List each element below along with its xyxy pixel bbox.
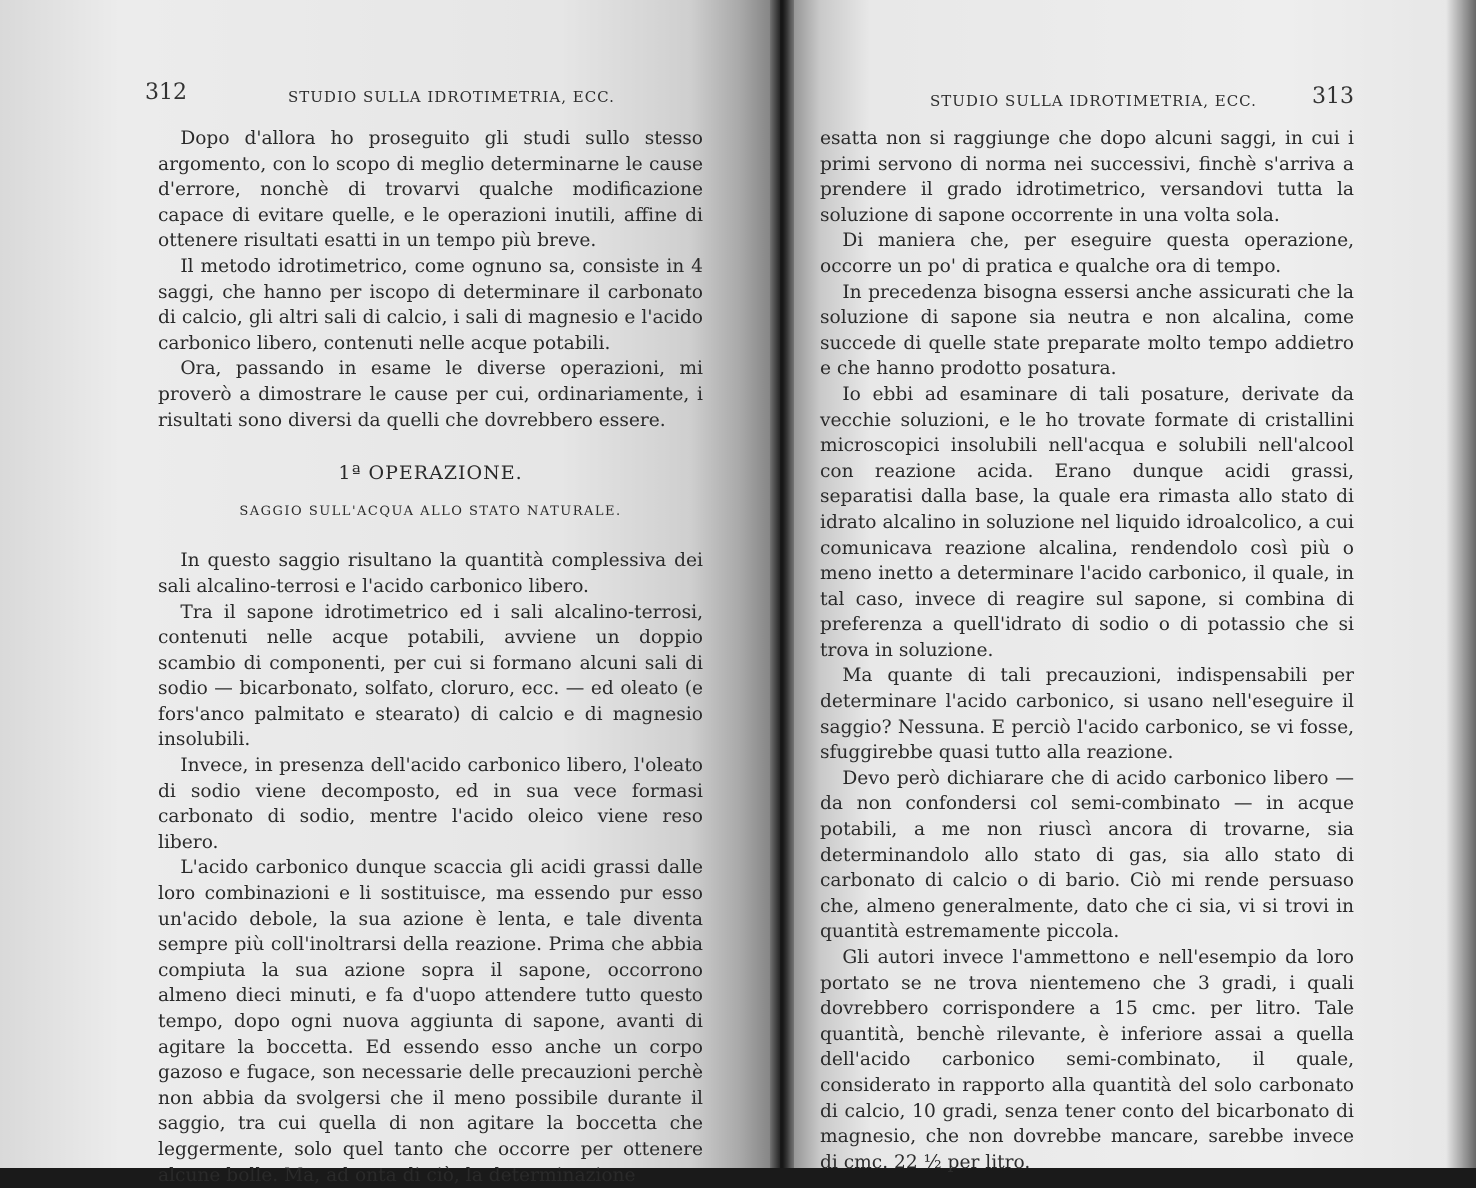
section-subheading: SAGGIO SULL'ACQUA ALLO STATO NATURALE.: [239, 503, 622, 519]
paragraph: Gli autori invece l'ammettono e nell'esempio da loro portato se ne trova nientemeno che 3 gradi, i quali dovrebbero corrispondere a 15 cmc. per litro. Tale quantità, benchè rilevante, è inferiore assai a quella dell'acido carbonico semi-combinato, il quale, considerato in rapporto alla quantità del solo carbonato di calcio, 10 gradi, senza tener conto del bicarbonato di magnesio, che non dovrebbe mancare, sarebbe invece di cmc. 22 ½ per litro.: [820, 947, 1354, 1173]
page-number-left: 312: [145, 80, 187, 105]
paragraph: Tra il sapone idrotimetrico ed i sali alcalino-terrosi, contenuti nelle acque potabili, avviene un doppio scambio di componenti, per cui si formano alcuni sali di sodio — bicarbonato, solfato, cloruro, ecc. — ed oleato (e fors'anco palmitato e stearato) di calcio e di magnesio insolubili.: [158, 601, 703, 751]
paragraph: In questo saggio risultano la quantità complessiva dei sali alcalino-terrosi e l'acido carbonico libero.: [158, 550, 703, 597]
paragraph: Invece, in presenza dell'acido carbonico libero, l'oleato di sodio viene decomposto, ed in sua vece formasi carbonato di sodio, mentre l'acido oleico viene reso libero.: [158, 755, 703, 853]
left-page-body: [158, 126, 703, 1188]
page-number-right: 313: [1312, 84, 1354, 109]
paragraph: Dopo d'allora ho proseguito gli studi sullo stesso argomento, con lo scopo di meglio determinarne le cause d'errore, nonchè di trovarvi qualche modificazione capace di evitare quelle, e le operazioni inutili, affine di ottenere risultati esatti in un tempo più breve.: [158, 128, 703, 252]
running-header-left: STUDIO SULLA IDROTIMETRIA, ECC.: [288, 88, 615, 106]
right-page: [780, 0, 1476, 1173]
section-heading: 1ª OPERAZIONE.: [338, 462, 523, 485]
paragraph: Devo però dichiarare che di acido carbonico libero — da non confondersi col semi-combinato — in acque potabili, a me non riuscì ancora di trovarne, sia determinandolo allo stato di gas, sia allo stato di carbonato di calcio o di bario. Ciò mi rende persuaso che, almeno generalmente, dato che ci sia, vi si trovi in quantità estremamente piccola.: [820, 767, 1354, 943]
paragraph: L'acido carbonico dunque scaccia gli acidi grassi dalle loro combinazioni e li sostituisce, ma essendo pur esso un'acido debole, la sua azione è lenta, e tale diventa sempre più coll'inoltrarsi della reazione. Prima che abbia compiuta la sua azione sopra il sapone, occorrono almeno dieci minuti, e fa d'uopo attendere tutto questo tempo, dopo ogni nuova aggiunta di sapone, avanti di agitare la boccetta. Ed essendo esso anche un corpo gazoso e fugace, son necessarie delle precauzioni perchè non abbia da svolgersi che il meno possibile durante il saggio, tra cui quella di non agitare la boccetta che leggermente, solo quel tanto che occorre per ottenere alcune bolle. Ma, ad onta di ciò, la determinazione: [158, 857, 703, 1186]
book-gutter: [770, 0, 794, 1168]
paragraph: Io ebbi ad esaminare di tali posature, derivate da vecchie soluzioni, e le ho trovate formate di cristallini microscopici insolubili nell'acqua e solubili nell'alcool con reazione acida. Erano dunque acidi grassi, separatisi dalla base, la quale era rimasta allo stato di idrato alcalino in soluzione nel liquido idroalcolico, a cui comunicava reazione alcalina, rendendolo così più o meno inetto a determinare l'acido carbonico, il quale, in tal caso, invece di reagire sul sapone, si combina di preferenza a quell'idrato di sodio o di potassio che si trova in soluzione.: [820, 383, 1354, 661]
paragraph: Ma quante di tali precauzioni, indispensabili per determinare l'acido carbonico, si usano nell'eseguire il saggio? Nessuna. E perciò l'acido carbonico, se vi fosse, sfuggirebbe quasi tutto alla reazione.: [820, 665, 1354, 764]
paragraph: Ora, passando in esame le diverse operazioni, mi proverò a dimostrare le cause per cui, ordinariamente, i risultati sono diversi da quelli che dovrebbero essere.: [158, 358, 703, 431]
paragraph: esatta non si raggiunge che dopo alcuni saggi, in cui i primi servono di norma nei successivi, finchè s'arriva a prendere il grado idrotimetrico, versandovi tutta la soluzione di sapone occorrente in una volta sola.: [820, 128, 1354, 226]
paragraph: Il metodo idrotimetrico, come ognuno sa, consiste in 4 saggi, che hanno per iscopo di determinare il carbonato di calcio, gli altri sali di calcio, i sali di magnesio e l'acido carbonico libero, contenuti nelle acque potabili.: [158, 255, 703, 354]
page-edge-shadow: [1446, 0, 1476, 1168]
running-header-right: STUDIO SULLA IDROTIMETRIA, ECC.: [930, 92, 1257, 110]
paragraph: Di maniera che, per eseguire questa operazione, occorre un po' di pratica e qualche ora di tempo.: [820, 230, 1354, 277]
paragraph: In precedenza bisogna essersi anche assicurati che la soluzione di sapone sia neutra e non alcalina, come succede di quelle state preparate molto tempo addietro e che hanno prodotto posatura.: [820, 281, 1354, 380]
right-page-body: [820, 126, 1354, 1175]
